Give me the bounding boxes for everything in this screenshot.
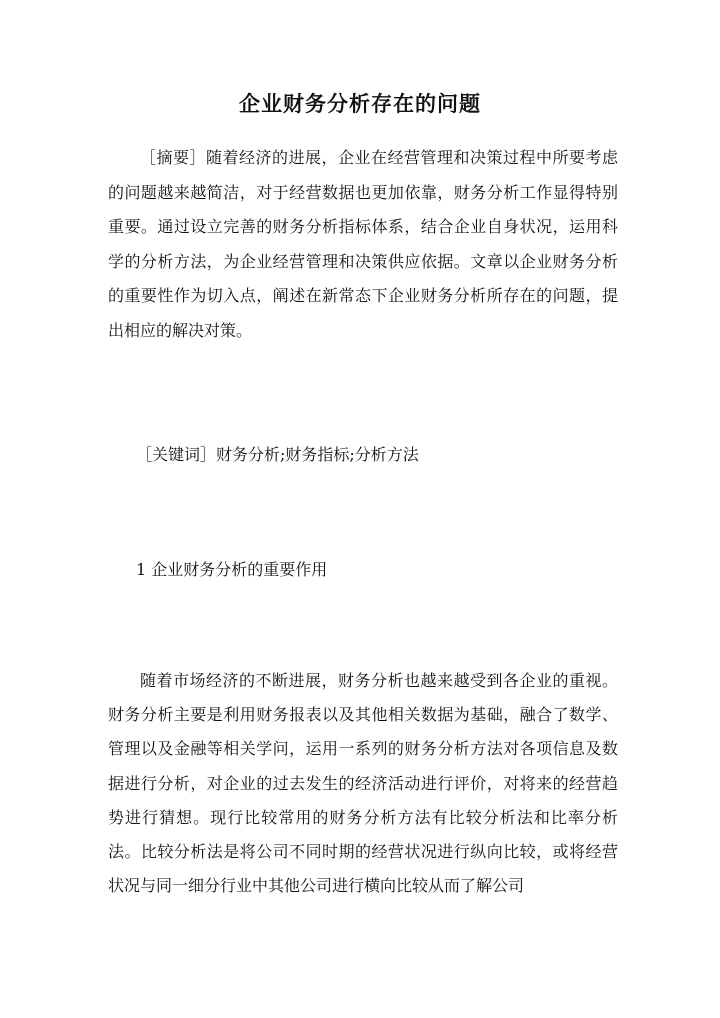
keywords-line: ［关键词］财务分析;财务指标;分析方法 — [136, 445, 419, 464]
document-title: 企业财务分析存在的问题 — [239, 91, 481, 116]
section-heading: 1 企业财务分析的重要作用 — [136, 560, 328, 579]
abstract-paragraph: ［摘要］随着经济的进展，企业在经营管理和决策过程中所要考虑的问题越来越简洁，对于经营数据也更加依靠，财务分析工作显得特别重要。通过设立完善的财务分析指标体系，结合企业自身状况，运用科学的分析方法，为企业经营管理和决策供应依据。文章以企业财务分析的重要性作为切入点，阐述在新常态下企业财务分析所存在的问题，提出相应的解决对策。 — [108, 148, 618, 340]
section-body-paragraph: 随着市场经济的不断进展，财务分析也越来越受到各企业的重视。财务分析主要是利用财务报表以及其他相关数据为基础，融合了数学、管理以及金融等相关学问，运用一系列的财务分析方法对各项信息及数据进行分析，对企业的过去发生的经济活动进行评价，对将来的经营趋势进行猜想。现行比较常用的财务分析方法有比较分析法和比率分析法。比较分析法是将公司不同时期的经营状况进行纵向比较，或将经营状况与同一细分行业中其他公司进行横向比较从而了解公司 — [108, 671, 618, 896]
